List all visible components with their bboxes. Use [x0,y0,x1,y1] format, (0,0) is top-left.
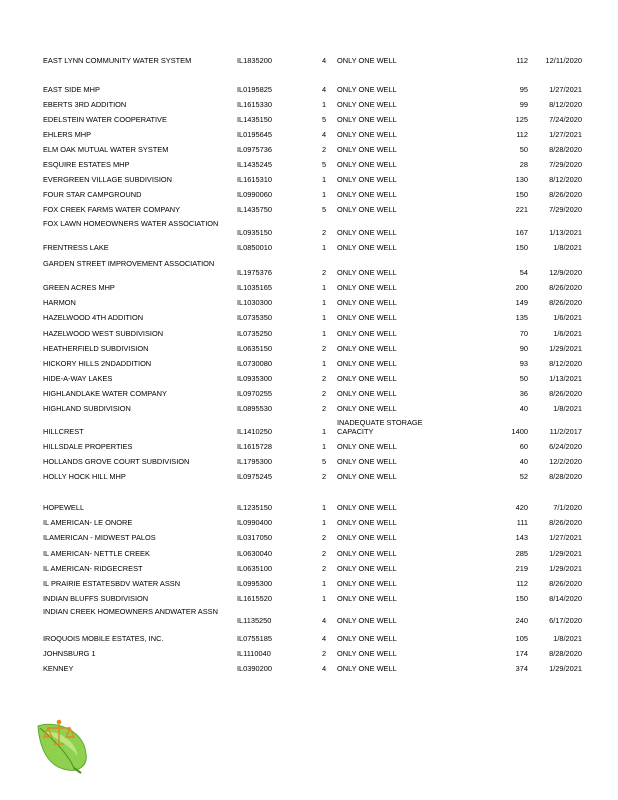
leaf-shape [38,724,86,770]
leaf-scales-logo-icon [34,716,90,774]
